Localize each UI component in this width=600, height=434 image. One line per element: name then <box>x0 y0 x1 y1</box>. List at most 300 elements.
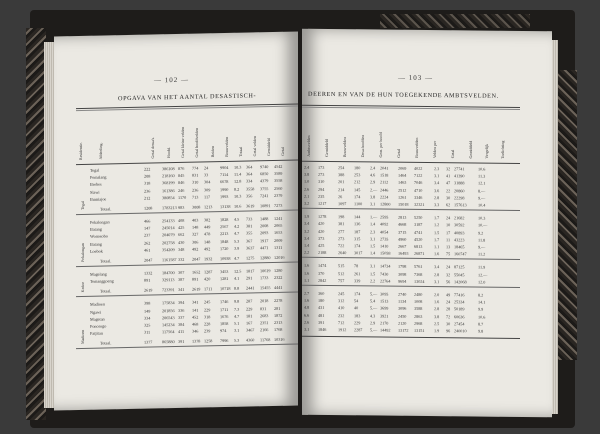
table-cell: 722 <box>338 243 345 249</box>
table-cell: 3.6 <box>434 187 440 193</box>
table-cell: 136 <box>354 221 361 227</box>
table-cell: 1378 <box>192 338 201 344</box>
table-cell: 341 <box>178 287 185 293</box>
table-cell: 30592 <box>454 222 465 228</box>
table-cell: 723391 <box>162 287 175 293</box>
table-cell: 294 <box>318 186 325 192</box>
table-cell: 368199 <box>162 180 175 186</box>
table-cell: 228 <box>204 321 211 327</box>
column-header: Totaal <box>238 146 243 157</box>
table-cell: 11.8 <box>478 237 486 243</box>
table-cell: 364 <box>246 164 253 170</box>
table-cell: 8.— <box>478 188 486 194</box>
table-cell: 2450 <box>398 313 407 319</box>
table-cell: 5.— <box>370 291 378 297</box>
right-page <box>302 29 552 418</box>
table-cell: 318 <box>204 314 211 320</box>
table-cell: 3715 <box>398 229 407 235</box>
table-cell: 1817 <box>246 268 255 274</box>
table-cell: 15058 <box>380 250 391 256</box>
page-number: — 103 — <box>398 73 433 83</box>
table-cell: 2278 <box>274 298 283 304</box>
table-cell: 3096 <box>398 306 407 312</box>
table-cell: 14492 <box>380 327 391 333</box>
table-cell: 1932 <box>204 256 213 262</box>
table-cell: 9.— <box>478 195 486 201</box>
table-cell: 8.2 <box>234 186 240 192</box>
table-cell: 147 <box>144 225 151 231</box>
table-cell: 31888 <box>454 180 465 186</box>
table-cell: 2008 <box>260 223 269 229</box>
table-cell: 3588 <box>414 306 423 312</box>
table-cell: 253 <box>354 172 361 178</box>
table-cell: 1990 <box>220 186 229 192</box>
table-cell: 394 <box>178 300 185 306</box>
marbled-cover-left <box>26 28 46 420</box>
table-cell: 117 <box>204 194 211 200</box>
table-cell: 1280 <box>274 267 283 273</box>
table-cell: 72 <box>446 313 451 319</box>
table-cell: 3.4 <box>434 180 440 186</box>
table-cell: 13172 <box>398 327 409 333</box>
table-cell: 1161587 <box>162 256 177 263</box>
table-cell: 21682 <box>454 215 465 221</box>
table-cell: 43223 <box>454 237 465 243</box>
row-label: Totaal. <box>100 206 112 212</box>
row-label: Batang <box>90 226 102 232</box>
table-cell: 5.4 <box>370 298 376 304</box>
table-cell: 201 <box>338 179 345 185</box>
row-label: Magelang <box>90 271 107 277</box>
table-cell: 13 <box>446 244 451 250</box>
table-cell: 3.8 <box>370 194 376 200</box>
table-cell: 5.— <box>370 305 378 311</box>
table-cell: 10.6 <box>478 314 486 320</box>
column-header: Bouwvelden <box>342 136 347 158</box>
table-cell: 148 <box>192 224 199 230</box>
table-cell: 2.7 <box>304 290 310 296</box>
table-cell: 3.1 <box>434 278 440 284</box>
table-cell: 2.8 <box>434 271 440 277</box>
table-cell: 831 <box>260 305 267 311</box>
table-cell: 1281 <box>220 276 229 282</box>
table-cell: 3346 <box>414 194 423 200</box>
table-cell: 13138 <box>220 203 231 209</box>
table-cell: 12016 <box>274 254 285 260</box>
table-cell: 10316 <box>274 336 285 343</box>
table-cell: 235 <box>318 193 325 199</box>
residency-label: Tegal <box>80 201 85 211</box>
table-cell: 2313 <box>274 319 283 325</box>
table-cell: 3.4 <box>304 221 310 227</box>
table-cell: 1311 <box>274 244 283 250</box>
table-cell: 315 <box>354 236 361 242</box>
table-cell: 8.8 <box>234 285 240 291</box>
table-cell: 481 <box>318 312 325 318</box>
row-label: Batang <box>90 241 102 247</box>
table-cell: 262 <box>144 240 151 246</box>
table-bottom-rule <box>302 336 520 339</box>
table-cell: 311 <box>144 329 151 335</box>
table-cell: 10.3 <box>234 193 242 199</box>
table-cell: 3.9 <box>234 245 240 251</box>
table-cell: 12.0 <box>478 279 486 285</box>
group-rule <box>302 257 520 260</box>
table-cell: 10.4 <box>478 202 486 208</box>
table-cell: 10.6 <box>478 166 486 172</box>
table-cell: 2224 <box>380 194 389 200</box>
table-cell: 337 <box>178 314 185 320</box>
table-cell: 515 <box>338 263 345 269</box>
table-cell: 384 <box>178 321 185 327</box>
table-cell: 733 <box>246 216 253 222</box>
table-cell: 1463 <box>398 180 407 186</box>
table-cell: 1.1 <box>434 244 440 250</box>
table-cell: 41390 <box>454 173 465 179</box>
table-cell: 381 <box>246 223 253 229</box>
table-cell: 33 <box>204 172 209 178</box>
table-cell: 2667 <box>398 243 407 249</box>
table-cell: 3558 <box>274 178 283 184</box>
table-cell: 14.1 <box>478 299 486 305</box>
column-header: Vergelijk <box>484 144 489 159</box>
table-cell: 2.8 <box>434 306 440 312</box>
table-cell: 229 <box>246 305 253 312</box>
table-cell: 3.1 <box>434 173 440 179</box>
table-cell: 2166 <box>260 327 269 333</box>
column-header: Bouwvelden <box>224 136 229 157</box>
table-cell: 229 <box>204 306 211 313</box>
table-cell: 312 <box>338 298 345 304</box>
table-cell: 2740 <box>398 291 407 297</box>
table-cell: 245 <box>338 291 345 297</box>
table-cell: 452 <box>192 314 199 320</box>
table-cell: 9.2 <box>478 230 484 236</box>
table-cell: 50189 <box>454 306 465 312</box>
table-cell: 14734 <box>380 263 391 270</box>
table-cell: 2640 <box>338 250 347 256</box>
table-cell: 10.— <box>478 222 488 229</box>
table-cell: 5.1 <box>234 320 240 326</box>
table-cell: 398 <box>144 300 151 307</box>
column-header: Getal <box>396 149 401 158</box>
table-cell: 5.— <box>370 327 378 333</box>
table-cell: 2322 <box>274 274 283 281</box>
table-cell: 3619 <box>246 203 255 209</box>
table-cell: 3.1 <box>370 201 376 207</box>
table-cell: 183 <box>354 312 361 318</box>
table-cell: 382 <box>204 217 211 223</box>
table-cell: 181 <box>246 313 253 319</box>
column-header: Getal hoofdvelden <box>194 127 199 158</box>
table-cell: 3.1 <box>370 236 376 242</box>
table-cell: 348 <box>178 246 185 252</box>
table-cell: 4022 <box>414 165 423 171</box>
table-cell: 208 <box>144 173 151 179</box>
table-cell: 1.6 <box>304 297 310 303</box>
table-cell: 2.4 <box>370 165 376 171</box>
table-cell: 237 <box>144 232 151 239</box>
table-cell: 318 <box>144 180 151 187</box>
table-cell: 4960 <box>398 236 407 242</box>
table-cell: 364 <box>246 171 253 177</box>
table-cell: 254133 <box>162 218 175 224</box>
row-label: Totaal. <box>100 340 112 346</box>
table-cell: 12.5 <box>234 268 242 274</box>
table-cell: 1798 <box>398 264 407 270</box>
table-cell: 222 <box>144 166 151 172</box>
page-number: — 102 — <box>154 75 189 85</box>
table-cell: 7996 <box>220 338 229 344</box>
table-cell: 3.1 <box>304 326 310 332</box>
group-rule <box>302 208 520 211</box>
table-cell: 3.1 <box>234 327 240 333</box>
table-cell: 4.2 <box>234 223 240 229</box>
table-cell: 2560 <box>274 185 283 191</box>
table-cell: 1474 <box>318 263 327 269</box>
table-cell: 273 <box>338 235 345 241</box>
table-cell: 391 <box>178 339 185 345</box>
table-cell: 7122 <box>414 173 423 179</box>
table-cell: 25334 <box>454 299 465 305</box>
table-cell: 381 <box>338 221 345 227</box>
table-cell: 1.4 <box>304 242 310 248</box>
table-cell: 2813 <box>398 214 407 220</box>
table-cell: 2.9 <box>370 179 376 185</box>
table-cell: 1746 <box>220 299 229 305</box>
table-cell: 304 <box>204 179 211 185</box>
table-cell: 3098 <box>398 271 407 277</box>
table-cell: 1213 <box>204 204 213 210</box>
table-cell: 47 <box>446 180 451 186</box>
table-cell: 336 <box>178 307 185 313</box>
table-cell: 157613 <box>454 202 467 208</box>
table-cell: 11.4 <box>234 171 242 177</box>
table-cell: 1287 <box>204 269 213 275</box>
page-title: DEEREN EN VAN DE HUN TOEGEKENDE AMBTSVELDEN. <box>308 90 499 100</box>
table-cell: 174 <box>354 243 361 249</box>
table-cell: 12.— <box>478 272 488 278</box>
table-cell: 6813 <box>414 243 423 249</box>
table-cell: 22 <box>446 187 451 193</box>
table-cell: 2619 <box>192 286 201 292</box>
table-cell: 1258 <box>204 338 213 344</box>
column-header: Getal <box>280 147 285 156</box>
table-cell: 2065 <box>274 222 283 229</box>
table-cell: 492 <box>204 246 211 252</box>
table-cell: 2619 <box>144 287 153 293</box>
table-cell: 40893 <box>454 229 465 235</box>
table-cell: 2047 <box>192 256 201 262</box>
table-cell: 7430 <box>380 271 389 277</box>
table-cell: 11.9 <box>478 264 486 270</box>
table-cell: 1.6 <box>304 263 310 269</box>
table-cell: 403 <box>192 217 199 223</box>
table-cell: 5761 <box>414 264 423 270</box>
header-bottom-rule <box>302 161 520 164</box>
table-cell: 309 <box>204 186 211 193</box>
table-cell: 40 <box>354 305 359 311</box>
table-cell: 1.4 <box>370 250 376 256</box>
table-cell: 4379 <box>260 178 269 184</box>
table-cell: 356 <box>246 193 253 199</box>
table-cell: 12.8 <box>234 179 242 185</box>
table-cell: 236 <box>144 188 151 194</box>
row-label: Wonosobo <box>90 233 108 240</box>
table-cell: 4668 <box>398 222 407 228</box>
table-cell: 54 <box>354 298 359 304</box>
marbled-cover-top <box>380 14 530 28</box>
table-cell: 7273 <box>274 202 283 208</box>
table-cell: 1.7 <box>434 215 440 221</box>
table-cell: 354209 <box>162 246 175 253</box>
column-header: Gemiddeld <box>324 139 329 157</box>
table-cell: 2.0 <box>434 292 440 298</box>
table-cell: 1711 <box>220 306 229 312</box>
table-cell: 2018 <box>260 298 269 304</box>
table-cell: 10.6 <box>234 203 242 209</box>
column-header: Bouwvelden <box>414 137 419 158</box>
table-cell: 206543 <box>162 314 175 321</box>
table-cell: 329113 <box>162 277 175 283</box>
table-cell: 3558 <box>246 185 255 192</box>
column-header: Getal <box>450 149 455 159</box>
table-cell: 245014 <box>162 225 175 231</box>
table-cell: 3.8 <box>304 171 310 177</box>
row-label: Bumiajoe <box>90 196 107 202</box>
table-cell: 845 <box>178 173 185 179</box>
table-cell: 1.5 <box>370 270 376 277</box>
table-cell: 148 <box>204 238 211 245</box>
table-cell: 1.— <box>370 214 378 220</box>
table-cell: 2842 <box>318 277 327 283</box>
table-cell: 32321 <box>414 201 425 207</box>
table-cell: 306 <box>192 239 199 245</box>
table-cell: 334 <box>144 315 151 321</box>
table-cell: 204079 <box>162 232 175 238</box>
table-cell: 388 <box>338 172 345 178</box>
table-cell: 9.8 <box>234 299 240 305</box>
table-cell: 1.9 <box>304 213 310 219</box>
column-header: Desa-hoofden <box>360 134 365 158</box>
table-cell: 236 <box>192 187 199 193</box>
table-cell: 261 <box>354 270 361 276</box>
table-cell: 232 <box>338 312 345 318</box>
table-cell: 22764 <box>380 278 391 284</box>
table-cell: 5.3 <box>234 337 240 343</box>
table-cell: 145 <box>354 186 361 192</box>
table-cell: 1.5 <box>370 243 376 249</box>
residency-label: Pekalongan <box>80 243 85 263</box>
table-cell: 175834 <box>162 300 175 306</box>
column-header: Hoofd. <box>166 146 171 159</box>
table-cell: 2.2 <box>370 278 376 284</box>
table-cell: 56 <box>446 278 451 285</box>
table-cell: 161386 <box>162 187 175 193</box>
table-cell: 3008 <box>192 204 201 210</box>
table-cell: 410 <box>338 305 345 311</box>
table-cell: 1.6 <box>434 251 440 257</box>
table-cell: 30 <box>446 194 451 201</box>
table-cell: 273 <box>318 172 325 178</box>
table-cell: 2351 <box>260 320 269 326</box>
table-cell: 3589 <box>274 170 283 177</box>
table-cell: 30 <box>446 320 451 327</box>
table-cell: 198 <box>338 214 345 220</box>
table-cell: 327 <box>192 231 199 238</box>
table-cell: 202758 <box>162 239 175 245</box>
column-header: Afdeeling. <box>98 142 103 160</box>
table-cell: 3187 <box>414 222 423 228</box>
table-cell: 1513 <box>380 298 389 304</box>
table-cell: 346 <box>192 328 199 334</box>
table-cell: 1134 <box>398 298 407 304</box>
table-cell: 2069 <box>398 165 407 171</box>
table-cell: 1100 <box>354 201 363 207</box>
table-cell: 60636 <box>454 313 465 319</box>
table-cell: 2595 <box>380 214 389 220</box>
table-cell: 11768 <box>260 337 271 343</box>
table-cell: 310 <box>318 179 325 185</box>
table-cell: 8.7 <box>478 321 484 327</box>
table-cell: 144 <box>354 214 361 220</box>
row-label: Ngawi <box>90 309 102 315</box>
table-cell: 974 <box>220 328 227 334</box>
table-cell: 334 <box>246 178 253 184</box>
table-cell: 2480 <box>414 291 423 297</box>
table-cell: 420 <box>204 276 211 282</box>
table-cell: 167 <box>246 320 253 326</box>
table-cell: 62 <box>446 202 451 208</box>
table-cell: 3095 <box>380 291 389 297</box>
table-cell: 468 <box>192 321 199 327</box>
table-cell: 891 <box>144 277 151 283</box>
table-cell: 1.0 <box>304 179 310 185</box>
table-cell: 1993 <box>220 193 229 199</box>
table-cell: 2170 <box>380 320 389 326</box>
table-cell: 9.— <box>478 244 486 250</box>
table-cell: 212 <box>354 179 361 185</box>
table-cell: 3453 <box>220 268 229 275</box>
table-cell: 9694 <box>398 278 407 284</box>
table-cell: 4.7 <box>234 255 240 261</box>
table-cell: 4054 <box>380 229 389 235</box>
table-cell: 4.1 <box>234 275 240 281</box>
table-cell: 3637 <box>246 245 255 251</box>
table-cell: 325 <box>144 322 151 328</box>
table-cell: 4.7 <box>234 313 240 319</box>
column-header: Ambtsvelden <box>306 135 311 157</box>
row-label: Brebes <box>90 181 102 188</box>
table-cell: 1261 <box>398 194 407 200</box>
table-cell: 1.6 <box>304 270 310 276</box>
table-cell: 2213 <box>220 231 229 237</box>
table-cell: 3.4 <box>304 235 310 241</box>
table-cell: 983 <box>178 204 185 210</box>
table-cell: 478 <box>204 231 211 237</box>
table-cell: 10891 <box>260 202 271 209</box>
table-cell: 370 <box>318 270 325 276</box>
table-cell: 425 <box>178 225 185 231</box>
table-cell: 5.3 <box>234 238 240 244</box>
row-label: Totaal. <box>100 258 112 264</box>
table-cell: 1858 <box>220 320 229 327</box>
table-cell: 2.9 <box>370 320 376 326</box>
table-cell: 12800 <box>380 201 391 207</box>
table-cell: 8.2 <box>478 292 484 298</box>
table-cell: 9904 <box>220 164 229 171</box>
column-header: Gemiddeld <box>266 138 271 157</box>
